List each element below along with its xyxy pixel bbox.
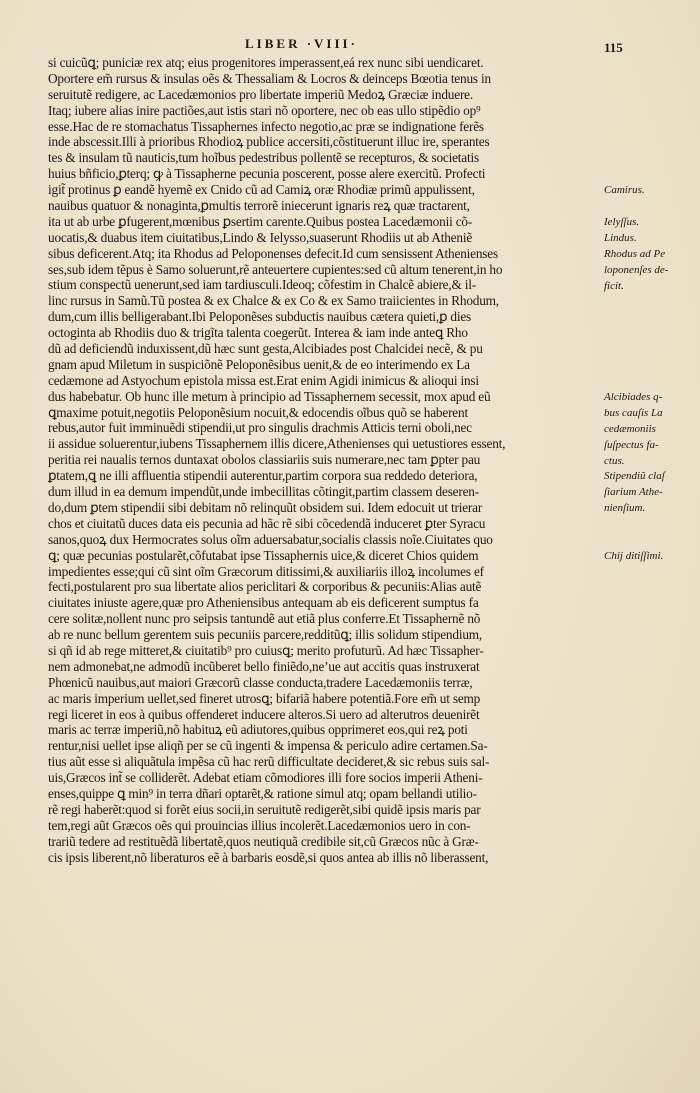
text-line: impedientes esse;qui cũ sint oĩm Græcorum ditissimi,& auxiliariis illoꝝ incolumes ef bbox=[48, 563, 484, 579]
text-line: Oportere em̃ rursus & insulas oẽs & Thessaliam & Locros & deinceps Bœotia tenus in bbox=[48, 70, 491, 86]
text-line: ii assidue soluerentur,iubens Tissaphernem illis dicere,Athenienses qui uetustiores essent, bbox=[48, 436, 506, 452]
text-line: fecti,postularent pro sua libertate alios periclitari & corporibus & pecuniis:Alias autẽ bbox=[48, 579, 482, 595]
text-line: rebus,autor fuit imminuẽdi stipendii,ut pro singulis drachmis Atticis terni oboli,nec bbox=[48, 420, 472, 436]
text-line: ses,sub idem tẽpus è Samo soluerunt,rẽ anteuertere cupientes:sed cũ altum tenerent,in ho bbox=[48, 261, 503, 277]
text-line: sanos,quoꝝ dux Hermocrates solus oĩm aduersabatur,socialis classis noĩe.Ciuitates quo bbox=[48, 531, 493, 547]
text-line: stium conspectũ uenerunt,sed iam tardiusculi.Ideoq; cõfestim in Chalcẽ abiere,& il- bbox=[48, 277, 476, 293]
text-line: si cuicũꝗ; puniciæ rex atq; eius progenitores imperassent,eá rex nunc sibi uendicaret. bbox=[48, 55, 484, 70]
text-line: maris ac terræ imperiũ,nõ habituꝝ eũ adiutores,quibus opprimeret eos,qui reꝝ poti bbox=[48, 722, 468, 738]
margin-note: Alcibiades q- bbox=[604, 390, 663, 403]
text-line: sibus deficerent.Atq; ita Rhodus ad Peloponenses defecit.Id cum sensissent Athenienses bbox=[48, 245, 498, 261]
text-line: cis ipsis liberent,nõ liberaturos eẽ à barbaris eosdẽ,si quos antea ab illis nõ liberassent, bbox=[48, 849, 489, 865]
text-line: ꝗ; quæ pecunias postularẽt,cõfutabat ipse Tissaphernis uice,& diceret Chios quidem bbox=[48, 547, 479, 563]
margin-note: ſiarium Athe- bbox=[604, 486, 663, 499]
text-line: huius bñficio,ꝑterq; ꝙ à Tissapherne pecunia poscerent, posse alere exercitũ. Profecti bbox=[48, 166, 486, 182]
text-line: cedæmone ad Astyochum epistola missa est.Erat enim Agidi inimicus & alioqui insi bbox=[48, 372, 479, 388]
text-line: enses,quippe ꝗ min⁹ in terra dñari optarẽt,& ratione simul atq; opam bellandi utilio- bbox=[48, 785, 477, 801]
text-line: chos et ciuitatũ duces data eis pecunia ad hãc rẽ sibi cõcedendã induceret ꝑter Syracu bbox=[48, 515, 486, 531]
text-line: dum,cum illis belligerabant.Ibi Peloponẽses subductis nauibus cætera quieti,ꝑ dies bbox=[48, 309, 472, 325]
text-line: peritia rei naualis ternos duntaxat obolos classiariis suis numerare,nec tam ꝑpter pau bbox=[48, 452, 481, 468]
margin-note: ctus. bbox=[604, 454, 625, 467]
text-line: si qñ id ab rege mitteret,& ciuitatib⁹ pro cuiusꝗ; merito profuturũ. Ad hæc Tissapher- bbox=[48, 642, 484, 658]
margin-note: ficit. bbox=[604, 279, 624, 292]
text-line: tem,regi aũt Græcos oẽs qui prouincias illius incolerẽt.Lacedæmonios uero in con- bbox=[48, 817, 471, 833]
text-line: regi liceret in eos à quibus offenderet inducere alteros.Si uero ad alterutros deuenirẽt bbox=[48, 706, 480, 722]
margin-note: Lindus. bbox=[604, 231, 637, 244]
text-line: nem admonebat,ne admodũ incũberet bello finiẽdo,ne’ue aut accitis quas instruxerat bbox=[48, 658, 480, 674]
text-line: Phœnicũ nauibus,aut maiori Græcorũ classe conducta,tradere Lacedæmoniis terræ, bbox=[48, 674, 473, 690]
text-line: tes & insulam tũ nauticis,tum hoĩbus pedestribus pollentẽ se recepturos, & societatis bbox=[48, 150, 479, 166]
text-line: uis,Græcos int̃ se colliderẽt. Adebat etiam cõmodiores illi fore socios imperii Atheni- bbox=[48, 770, 483, 786]
margin-note: loponenſes de- bbox=[604, 263, 669, 276]
text-line: ꝑtatem,ꝗ ne illi affluentia stipendii auterentur,partim corpora sua reddedo deteriora, bbox=[48, 468, 478, 484]
margin-note: bus cauſis La bbox=[604, 406, 663, 419]
text-line: linc rursus in Samũ.Tũ postea & ex Chalce & ex Co & ex Samo traiicientes in Rhodum, bbox=[48, 293, 499, 309]
text-line: tius aũt esse si aliquãtula impẽsa cũ hac rerũ difficultate decideret,& sic rebus suis sal- bbox=[48, 754, 490, 770]
text-line: rẽ regi haberẽt:quod si forẽt eius socii,in seruitutẽ redigerẽt,sibi quidẽ ipsis maris par bbox=[48, 801, 481, 817]
text-line: ita ut ab urbe ꝑfugerent,mœnibus ꝑsertim carente.Quibus postea Lacedæmonii cõ- bbox=[48, 213, 473, 229]
text-line: seruitutẽ redigere, ac Lacedæmonios pro libertate imperiũ Medoꝝ Græciæ induere. bbox=[48, 86, 473, 102]
text-line: octoginta ab Rhodiis duo & trigĩta talenta coegerũt. Interea & iam inde anteꝗ Rho bbox=[48, 325, 468, 341]
margin-note: Chij ditiſſimi. bbox=[604, 549, 664, 562]
text-line: inde abscessit.Illi à prioribus Rhodioꝝ publice accersiti,cõstituerunt illuc ire, sperantes bbox=[48, 134, 490, 150]
text-line: esse.Hac de re stomachatus Tissaphernes infecto negotio,ac præ se indignatione ferẽs bbox=[48, 118, 484, 134]
margin-note: Camirus. bbox=[604, 184, 645, 197]
text-line: dus habebatur. Ob hunc ille metum à principio ad Tissaphernem secessit, mox apud eũ bbox=[48, 388, 491, 404]
text-line: dum illud in ea demum impendũt,unde imbecillitas cõtingit,partim classem deseren- bbox=[48, 484, 479, 500]
text-line: uocatis,& duabus item ciuitatibus,Lindo & Ielysso,suaserunt Rhodiis ut ab Atheniẽ bbox=[48, 229, 473, 245]
text-line: ac maris imperium uellet,sed fineret utrosꝗ; bifariã habere potentiã.Fore em̃ ut semp bbox=[48, 690, 481, 706]
margin-note: Ielyſſus. bbox=[604, 216, 640, 228]
text-line: dũ ad deficiendũ induxissent,dũ hæc sunt gesta,Alcibiades post Chalcidei necẽ, & pu bbox=[48, 341, 483, 357]
text-line: trariũ tedere ad restituẽdã libertatẽ,quos neutiquã credibile sit,cũ Græcos nũc à Græ- bbox=[48, 833, 479, 849]
text-line: gnam apud Miletum in suspiciõnẽ Peloponẽsibus uenit,& de eo interimendo ex La bbox=[48, 356, 470, 372]
page-header bbox=[0, 36, 700, 56]
text-line: ciuitates iniuste agere,quæ pro Atheniensibus antequam ab eis deficerent sumptus fa bbox=[48, 595, 479, 611]
text-line: igit̃ protinus ꝑ eandẽ hyemẽ ex Cnido cũ ad Camiꝝ oræ Rhodiæ primũ appulissent, bbox=[48, 182, 475, 198]
margin-note: ſuſpectus fa- bbox=[604, 438, 659, 451]
folio-number: 115 bbox=[604, 40, 623, 55]
text-line: ab re nunc bellum gerentem suis pecuniis parcere,redditũꝗ; illis solidum stipendium, bbox=[48, 627, 483, 643]
text-line: nauibus quatuor & nonaginta,ꝑmultis terrorẽ iniecerunt ignaris reꝝ quæ tractarent, bbox=[48, 198, 470, 214]
text-line: do,dum ꝑtem stipendii sibi debitam nõ relinquũt obsidem sui. Idem edocuit ut trierar bbox=[48, 499, 483, 515]
body-text bbox=[48, 55, 608, 865]
running-head: LIBER ·VIII· bbox=[245, 36, 358, 51]
margin-note: Rhodus ad Pe bbox=[604, 247, 666, 260]
margin-note: cedæmoniis bbox=[604, 422, 656, 435]
margin-note: nienſium. bbox=[604, 502, 646, 515]
text-line: ꝗmaxime potuit,negotiis Peloponẽsium nocuit,& edocendis oĩbus quõ se haberent bbox=[48, 404, 468, 420]
text-line: cere solitæ,nollent nunc pro seipsis tantundẽ aut etiã plus conferre.Et Tissaphernẽ nõ bbox=[48, 611, 481, 627]
text-line: Itaq; iubere alias inire pactiões,aut istis stari nõ oportere, nec ob eas ullo stipẽdio op⁹ bbox=[48, 102, 481, 118]
margin-note: Stipendiũ claſ bbox=[604, 470, 665, 483]
text-line: rentur,nisi uellet ipse aliqñ per se cũ ingenti & impensa & periculo adire certamen.Sa- bbox=[48, 738, 488, 754]
